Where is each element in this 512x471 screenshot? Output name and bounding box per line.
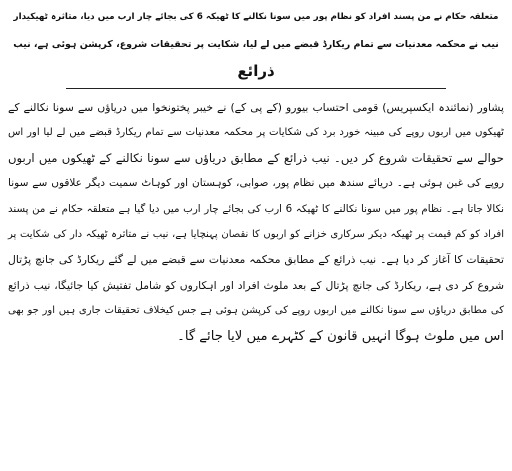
body-line: روپے کی غبن ہوئی ہے۔ دریائے سندھ میں نظام پور، صوابی، کوہستان اور کوہاٹ سمیت دیگر علاقوں سے سونا [8,177,504,190]
body-line: اس میں ملوث ہوگا انہیں قانون کے کٹہرے میں لایا جائے گا۔ [177,328,504,344]
headline-line: ذرائع [237,62,275,80]
body-line: کی مطابق دریاؤں سے سونا نکالنے میں اربوں روپے کی کرپشن ہوئی ہے جس کیخلاف تحقیقات جاری ہیں اور جو بھی [8,305,504,317]
body-line: پشاور (نمائندہ ایکسپریس) قومی احتساب بیورو (کے پی کے) نے خیبر پختونخوا میں دریاؤں سے سونا نکالنے کے [8,101,504,114]
body-line: نکالا جاتا ہے۔ نظام پور میں سونا نکالنے کا ٹھیکہ 6 ارب کی بجائے چار ارب میں دیا گیا ہے متعلقہ حکام نے من پسند [8,202,504,215]
body-line: تحقیقات کا آغاز کر دیا ہے۔ نیب ذرائع کے مطابق محکمہ معدنیات سے قبضے میں لے گئے ریکارڈ کی جانچ پڑتال [8,253,504,267]
headline-line: نیب نے محکمہ معدنیات سے تمام ریکارڈ قبضے میں لے لیا، شکایت پر تحقیقات شروع، کرپشن ہوئی ہے، نیب [13,39,499,50]
body-line: شروع کر دی ہے، ریکارڈ کی جانچ پڑتال کے بعد ملوث افراد اور اہکاروں کو شامل تفتیش کیا جائیگا، نیب ذرائع [8,278,504,292]
headline-divider [66,88,446,89]
body-line: حوالے سے تحقیقات شروع کر دیں۔ نیب ذرائع کے مطابق دریاؤں سے سونا نکالنے کے ٹھیکوں میں اربوں [8,150,504,165]
body-line: ٹھیکوں میں اربوں روپے کی مبینہ خورد برد کی شکایات پر محکمہ معدنیات سے تمام ریکارڈ قبضے میں لے لیا اور اس [8,127,504,139]
news-article [8,4,504,349]
article-headline [8,4,504,85]
body-line: افراد کو کم قیمت پر ٹھیکہ دیکر سرکاری خزانے کو اربوں کا نقصان پہنچایا ہے، نیب نے متاثرہ ٹھیکہ دار کی شکایت پر [8,229,504,241]
article-body [8,95,504,349]
headline-line: متعلقہ حکام نے من پسند افراد کو نظام پور میں سونا نکالنے کا ٹھیکہ 6 کی بجائے چار ارب میں دیا، متاثرہ ٹھیکیدار [13,12,499,22]
